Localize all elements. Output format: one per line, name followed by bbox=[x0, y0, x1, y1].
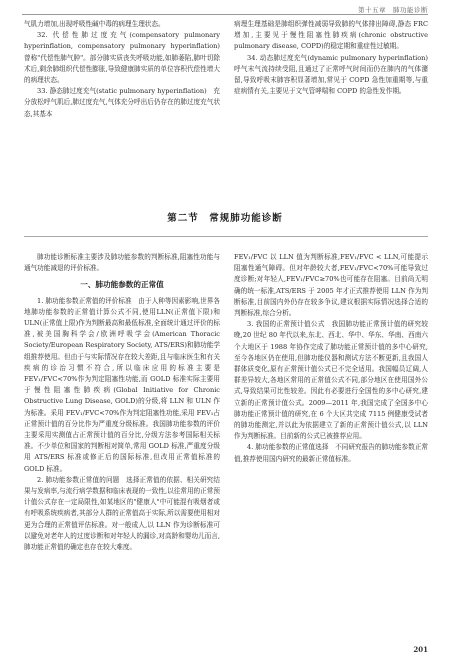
running-header: 第十五章 肺功能诊断 bbox=[358, 6, 428, 14]
header-divider bbox=[22, 14, 428, 15]
paragraph: 2. 肺功能参数正常值的问题 选择正常值的依据、相关研究结果与发病率,与流行病学数据和临床表现的一致性,以往常用的正常预计值公式存在一定局限性,如某地区的"健康人"中可能混有吸烟者或有呼吸系统疾病者,其部分人群的正常值高于实际,所以需要使用相对更为合理的正常值评估标准。对一般成人,以 LLN 作为诊断标准可以避免对老年人的过度诊断和对年轻人的漏诊,对高龄和婴幼儿而言,肺功能正常值的确定也存在较大难度。 bbox=[24, 475, 220, 552]
paragraph: 34. 动态肺过度充气(dynamic pulmonary hyperinflation) 呼气末气流持续受阻,且通过了正常呼气时间而仍在肺内的气体潴留,导致呼吸末肺容积显著增加,常见于 COPD 急性加重期等,与重症病情有关,主要见于文气管哮喘和 COPD 的急性发作期。 bbox=[234, 53, 435, 96]
paragraph: 气肌力增加,出现呼吸性碱中毒的病理生理状态。 bbox=[24, 20, 165, 28]
paragraph: 肺功能诊断标准主要涉及肺功能参数的判断标准,阻塞性功能与通气功能减退的评价标准。 bbox=[24, 253, 220, 273]
paragraph: 病理生理基础是肺组织弹性减弱导致肺的气体排出障碍,静态 FRC 增加,主要见于慢性阻塞性肺疾病(chronic obstructive pulmonary disease, COPD)的稳定期和重症性过敏期。 bbox=[234, 20, 428, 51]
paragraph: 1. 肺功能参数正常值的评价标准 由于人种等因素影响,世界各地肺功能参数的正常值计算公式不同,使用LLN(正常值下限)和 ULN(正常值上限)作为判断最高和最低标准,全面统计通过评价的标准,被美国胸科学会/欧洲呼吸学会(American Thoracic Society/European Respiratory Society, ATS/ERS)和肺功能学组推荐使用。但由于与实际情况存在较大差距,且与临床医生和有关疾病的诊治习惯不符合,所以临床应用的标准主要是 FEV₁/FVC<70%作为判定阻塞性功能,而 GOLD 标准实际主要用于慢性阻塞性肺疾病(Global Initiative for Chronic Obstructive Lung Disease, GOLD)的分级,将 LLN 和 ULN 作为标准。采用 FEV₁/FVC<70%作为判定阻塞性功能,采用 FEV₁占正常预计值的百分比作为严重度分级标准。我国肺功能参数的评价主要采用实测值占正常预计值的百分比,分级方法参考国际相关标准。不少单位和国家的判断相对简单,常用 GOLD 标准,严重度分级用 ATS/ERS 标准或修正后的国际标准,但改用正常值标准的 GOLD 标准。 bbox=[24, 296, 220, 473]
subheading: 一、肺功能参数的正常值 bbox=[80, 280, 164, 290]
paragraph: 4. 肺功能参数的正常值选择 不同研究报告的肺功能参数正常值,推荐使用国内研究的最新正常值标准。 bbox=[234, 443, 428, 463]
top-left-column bbox=[24, 19, 227, 120]
page-number: 201 bbox=[413, 645, 428, 654]
paragraph: 32. 代偿性肺过度充气(compensatory pulmonary hyperinflation, compensatory pulmonary hyperinflation) 曾称"代偿性肺气肿"。部分肺实质丧失呼吸功能,如肺萎陷,肺叶切除术后,剩余肺组织代偿性膨胀,导致健康肺实质的单位容积代偿性增大的病理状态。 bbox=[24, 31, 227, 85]
paragraph: 33. 静态肺过度充气(static pulmonary hyperinflation) 充分放松呼气肌后,肺过度充气,气体充分呼出后仍存在的肺过度充气状态,其基本 bbox=[24, 87, 220, 118]
paragraph: 3. 我国的正常预计值公式 我国肺功能正常预计值的研究较晚,20 世纪 80 年代以来,东北、西北、华中、华东、华南、西南六个大地区于 1988 年协作完成了肺功能正常预计值的多中心研究,至今各地区仍在使用,但肺功能仪器和测试方法不断更新,且我国人群体质变化,原有正常预计值公式已不完全适用。我国幅员辽阔,人群差异较大,各地区常用的正常值公式不同,部分地区在使用国外公式,导致结果可比性较差。因此有必要进行全国性的多中心研究,建立新的正常预计值公式。2009—2011 年,我国完成了全国多中心肺功能正常预计值的研究,在 6 个大区共完成 7115 例健康受试者的肺功能测定,并以此为依据建立了新的正常预计值公式,以 LLN 作为判断标准。目前新的公式已被推荐应用。 bbox=[234, 320, 428, 441]
bottom-left-column bbox=[24, 252, 220, 553]
paragraph: FEV₁/FVC 以 LLN 值为判断标准,FEV₁/FVC < LLN,可能提示阻塞性通气障碍。但对年龄较大者,FEV₁/FVC<70%可能导致过度诊断;对年轻人,FEV₁/FVC≥70%也可能存在阻塞。目前尚无明确的统一标准,ATS/ERS 于 2005 年才正式推荐使用 LLN 作为判断标准,目前国内外仍存在较多争议,建议根据实际情况选择合适的判断标准,综合分析。 bbox=[234, 253, 428, 318]
section-title: 第二节 常规肺功能诊断 bbox=[167, 213, 283, 224]
section-divider bbox=[24, 236, 428, 237]
bottom-right-column bbox=[234, 252, 428, 465]
top-right-column bbox=[234, 19, 435, 97]
